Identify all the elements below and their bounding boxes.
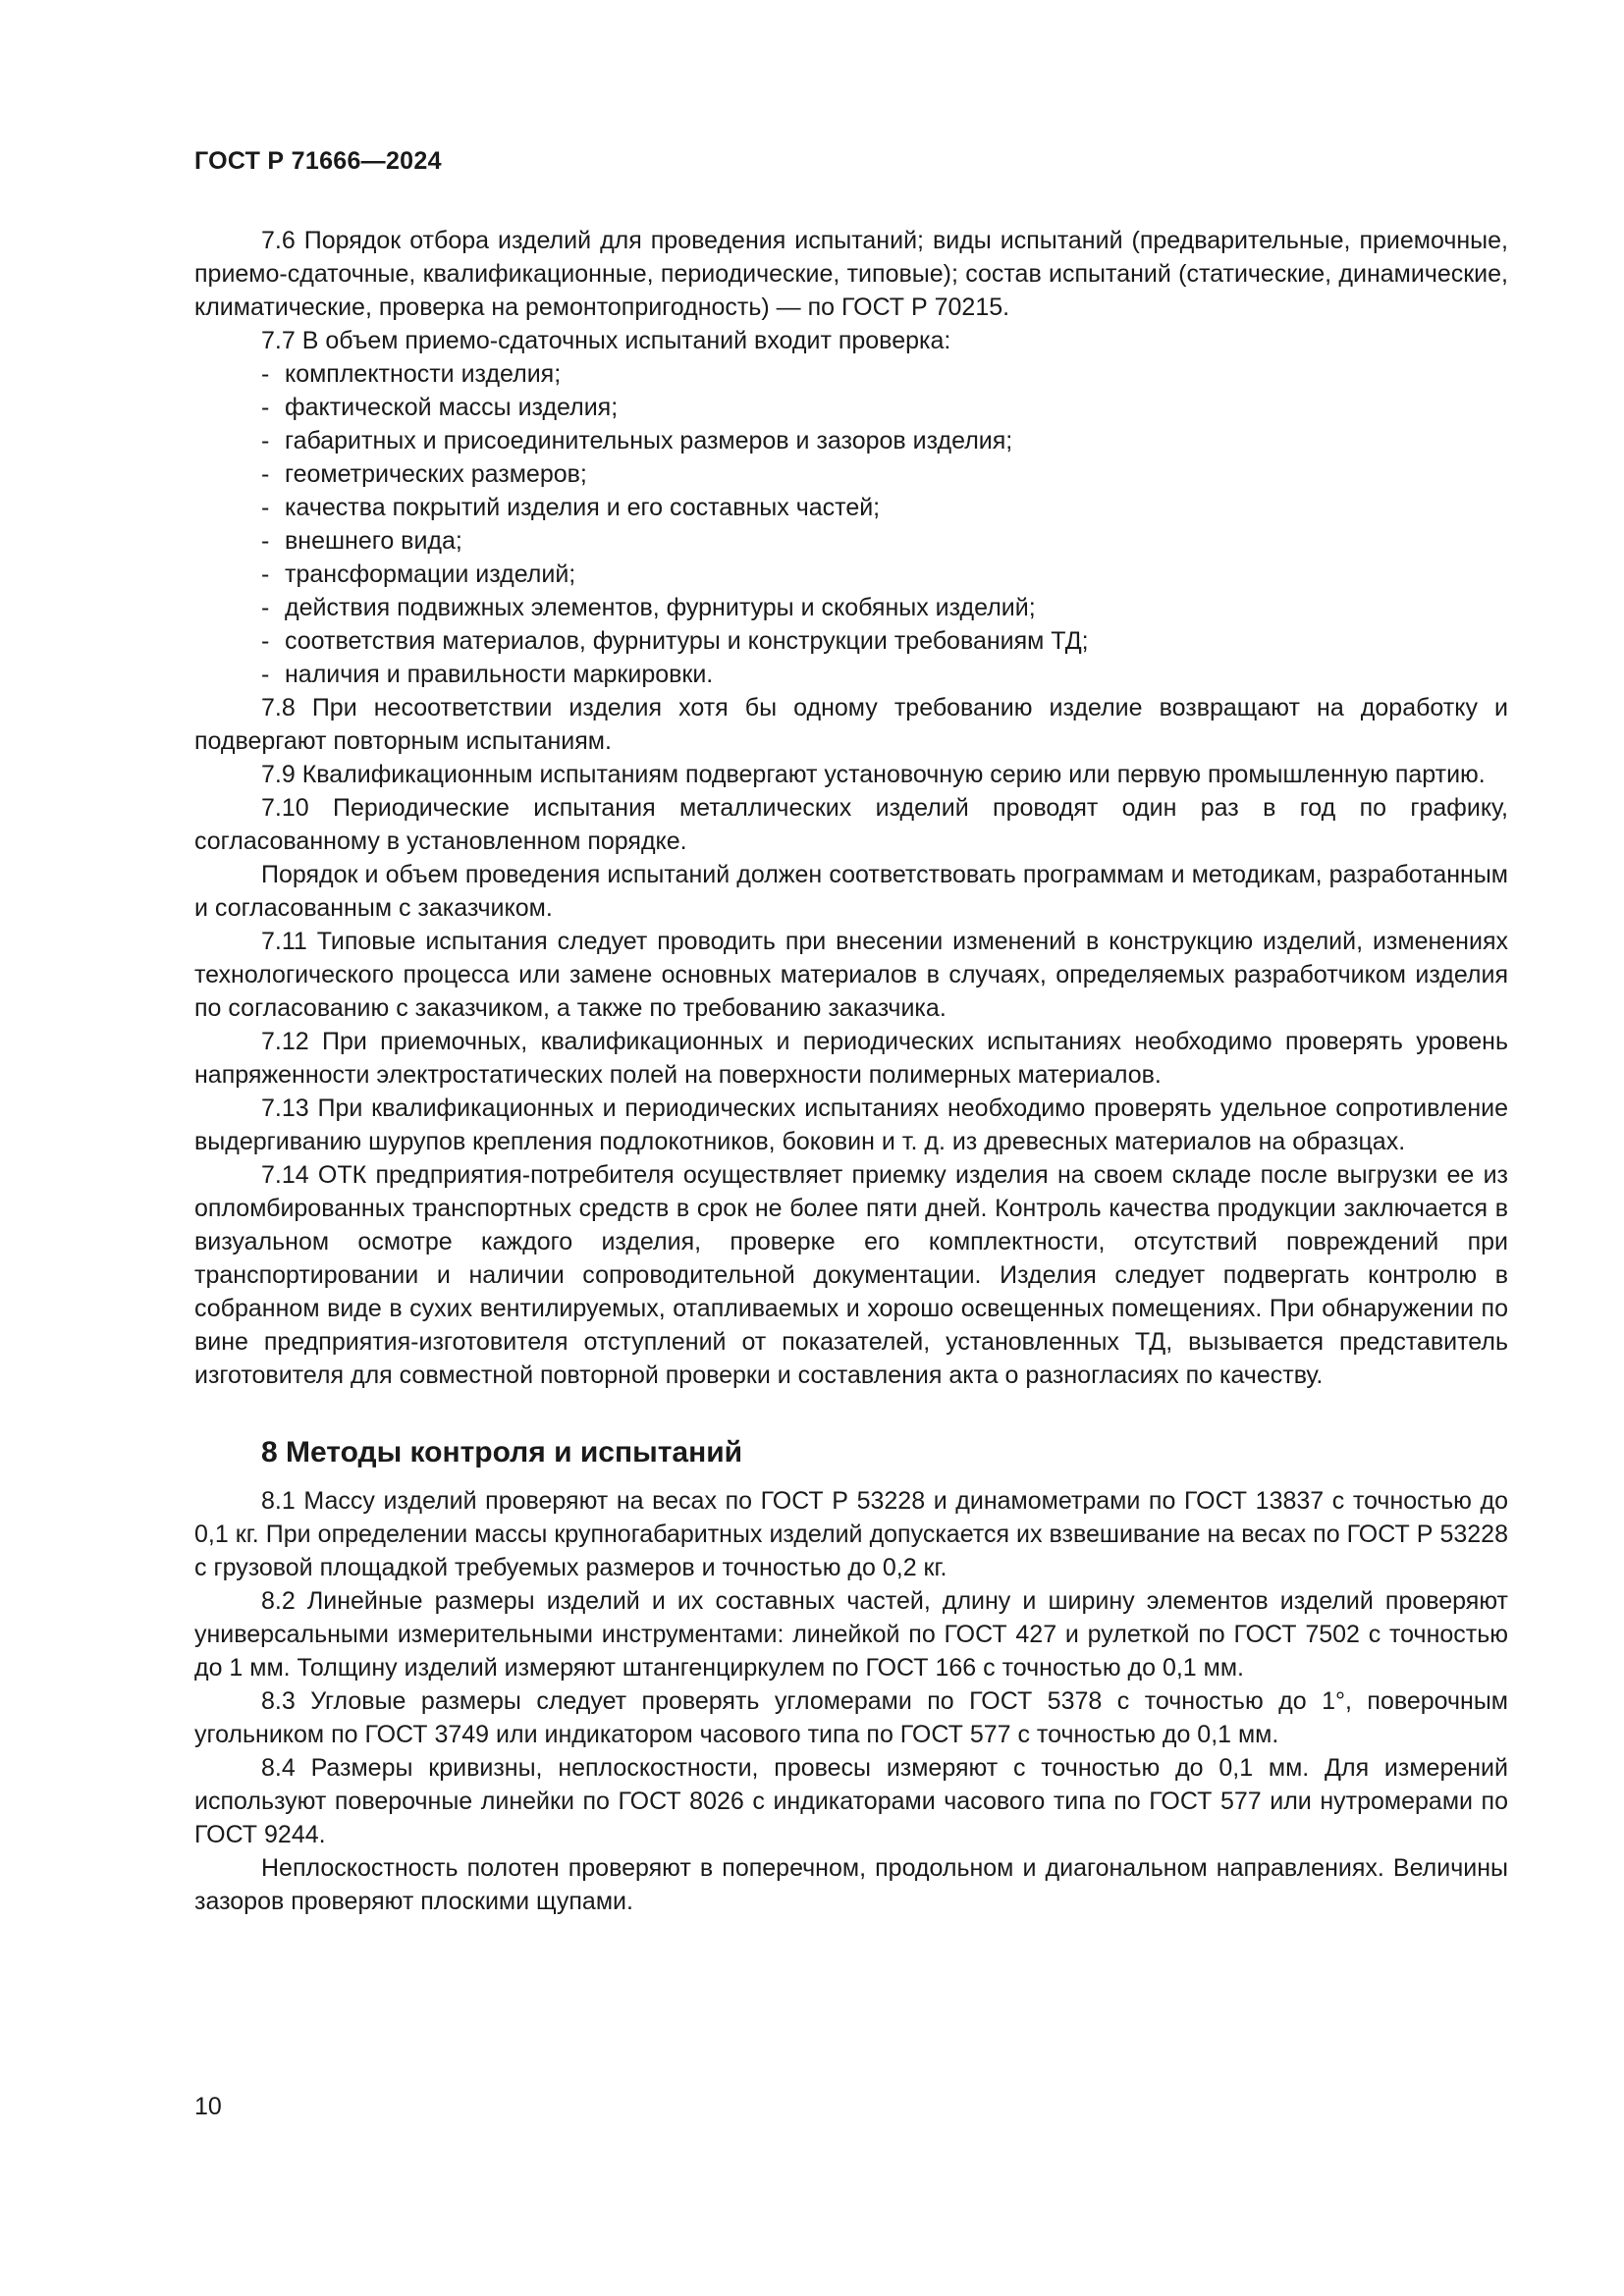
paragraph-7-14: 7.14 ОТК предприятия-потребителя осуществляет приемку изделия на своем складе после выгрузки ее из опломбированных транспортных средств в срок не более пяти дней. Контроль качества продукции заключается в визуальном осмотре каждого изделия, проверке его комплектности, отсутствий повреждений при транспортировании и наличии сопроводительной документации. Изделия следует подвергать контролю в собранном виде в сухих вентилируемых, отапливаемых и хорошо освещенных помещениях. При обнаружении по вине предприятия-изготовителя отступлений от показателей, установленных ТД, вызывается представитель изготовителя для совместной повторной проверки и составления акта о разногласиях по качеству.	[194, 1161, 1508, 1389]
list-dash: -	[261, 394, 270, 421]
acceptance-check-list	[194, 357, 1508, 691]
paragraph-8-1: 8.1 Массу изделий проверяют на весах по ГОСТ Р 53228 и динамометрами по ГОСТ 13837 с точностью до 0,1 кг. При определении массы крупногабаритных изделий допускается их взвешивание на весах по ГОСТ Р 53228 с грузовой площадкой требуемых размеров и точностью до 0,2 кг.	[194, 1487, 1508, 1581]
list-item: - наличия и правильности маркировки.	[194, 658, 1508, 691]
paragraph-8-2: 8.2 Линейные размеры изделий и их составных частей, длину и ширину элементов изделий проверяют универсальными измерительными инструментами: линейкой по ГОСТ 427 и рулеткой по ГОСТ 7502 с точностью до 1 мм. Толщину изделий измеряют штангенциркулем по ГОСТ 166 с точностью до 0,1 мм.	[194, 1587, 1508, 1682]
list-item: - габаритных и присоединительных размеров и зазоров изделия;	[194, 424, 1508, 457]
paragraph-7-8: 7.8 При несоответствии изделия хотя бы одному требованию изделие возвращают на доработку и подвергают повторным испытаниям.	[194, 694, 1508, 755]
list-item: - комплектности изделия;	[194, 357, 1508, 391]
list-dash: -	[261, 427, 270, 454]
list-item: - геометрических размеров;	[194, 457, 1508, 491]
paragraph-8-4-continued: Неплоскостность полотен проверяют в поперечном, продольном и диагональном направлениях. Величины зазоров проверяют плоскими щупами.	[194, 1854, 1508, 1915]
list-item: - внешнего вида;	[194, 524, 1508, 558]
list-dash: -	[261, 661, 270, 688]
document-page	[194, 0, 1508, 2296]
paragraph-8-4: 8.4 Размеры кривизны, неплоскостности, провесы измеряют с точностью до 0,1 мм. Для измерений используют поверочные линейки по ГОСТ 8026 с индикаторами часового типа по ГОСТ 577 или нутромерами по ГОСТ 9244.	[194, 1754, 1508, 1848]
list-dash: -	[261, 494, 270, 521]
page-number: 10	[194, 2093, 222, 2120]
list-item: - действия подвижных элементов, фурнитуры и скобяных изделий;	[194, 591, 1508, 624]
list-dash: -	[261, 627, 270, 655]
paragraph-7-6: 7.6 Порядок отбора изделий для проведения испытаний; виды испытаний (предварительные, приемочные, приемо-сдаточные, квалификационные, периодические, типовые); состав испытаний (статические, динамические, климатические, проверка на ремонтопригодность) — по ГОСТ Р 70215.	[194, 227, 1508, 321]
list-item: - соответствия материалов, фурнитуры и конструкции требованиям ТД;	[194, 624, 1508, 658]
paragraph-7-13: 7.13 При квалификационных и периодических испытаниях необходимо проверять удельное сопротивление выдергиванию шурупов крепления подлокотников, боковин и т. д. из древесных материалов на образцах.	[194, 1095, 1508, 1155]
section-8-title: 8 Методы контроля и испытаний	[261, 1436, 743, 1468]
list-dash: -	[261, 527, 270, 555]
list-item: - фактической массы изделия;	[194, 391, 1508, 424]
paragraph-7-10: 7.10 Периодические испытания металлических изделий проводят один раз в год по графику, согласованному в установленном порядке.	[194, 794, 1508, 855]
document-code-header: ГОСТ Р 71666—2024	[194, 147, 442, 175]
paragraph-8-3: 8.3 Угловые размеры следует проверять угломерами по ГОСТ 5378 с точностью до 1°, поверочным угольником по ГОСТ 3749 или индикатором часового типа по ГОСТ 577 с точностью до 0,1 мм.	[194, 1687, 1508, 1748]
paragraph-7-12: 7.12 При приемочных, квалификационных и периодических испытаниях необходимо проверять уровень напряженности электростатических полей на поверхности полимерных материалов.	[194, 1028, 1508, 1089]
list-item: - качества покрытий изделия и его составных частей;	[194, 491, 1508, 524]
document-body	[194, 224, 1508, 1918]
paragraph-7-7: 7.7 В объем приемо-сдаточных испытаний входит проверка:	[261, 327, 951, 354]
list-dash: -	[261, 594, 270, 621]
list-item: - трансформации изделий;	[194, 558, 1508, 591]
list-dash: -	[261, 460, 270, 488]
paragraph-7-9: 7.9 Квалификационным испытаниям подвергают установочную серию или первую промышленную партию.	[261, 761, 1486, 788]
paragraph-7-11: 7.11 Типовые испытания следует проводить при внесении изменений в конструкцию изделий, изменениях технологического процесса или замене основных материалов в случаях, определяемых разработчиком изделия по согласованию с заказчиком, а также по требованию заказчика.	[194, 928, 1508, 1022]
paragraph-7-10-continued: Порядок и объем проведения испытаний должен соответствовать программам и методикам, разработанным и согласованным с заказчиком.	[194, 861, 1508, 922]
list-dash: -	[261, 561, 270, 588]
list-dash: -	[261, 360, 270, 388]
